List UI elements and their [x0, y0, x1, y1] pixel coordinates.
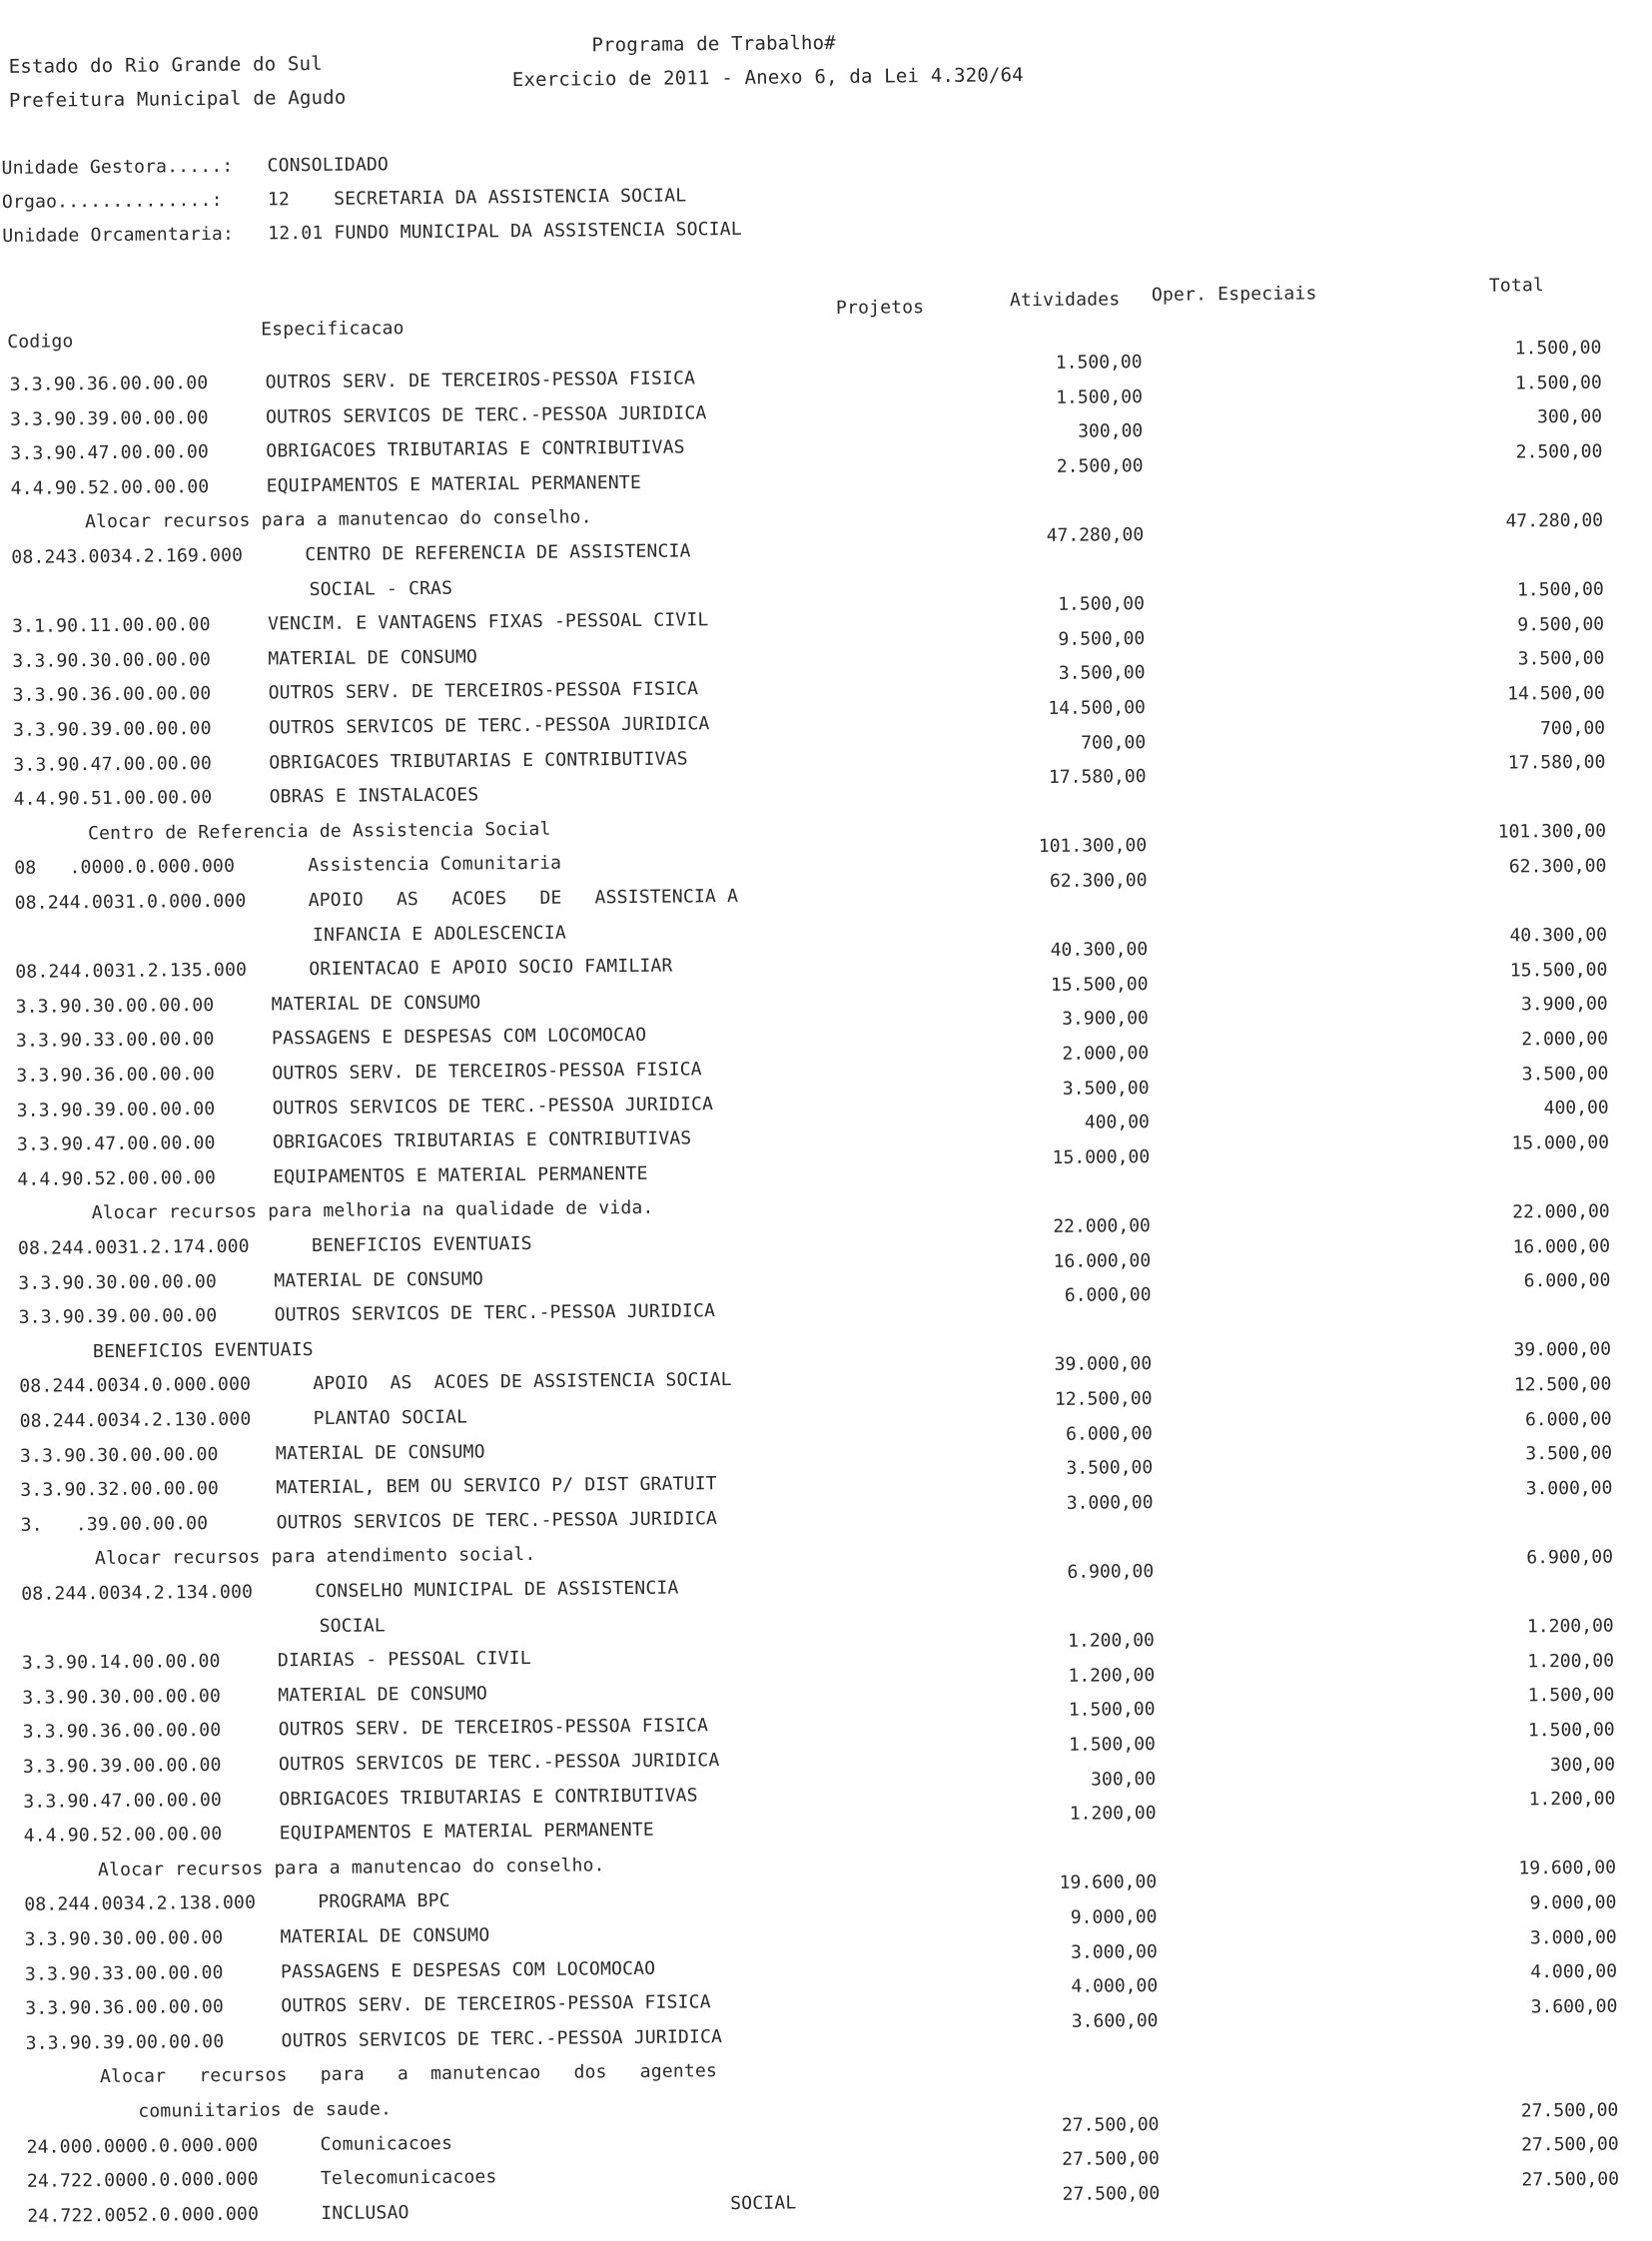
- row-code: 3.3.90.14.00.00.00: [21, 1651, 221, 1675]
- row-atividades-value: 19.600,00: [1059, 1871, 1158, 1894]
- row-atividades-value: 1.200,00: [1068, 1664, 1156, 1687]
- row-total-value: 17.580,00: [1507, 751, 1606, 774]
- row-total-value: 2.000,00: [1521, 1028, 1609, 1051]
- row-total-value: 700,00: [1539, 717, 1606, 739]
- row-code: 3.3.90.39.00.00.00: [16, 1098, 216, 1121]
- row-code: 08.244.0031.2.135.000: [15, 959, 248, 984]
- row-code: 24.722.0052.0.000.000: [27, 2203, 260, 2227]
- row-atividades-value: 1.500,00: [1068, 1699, 1156, 1722]
- row-atividades-value: 4.000,00: [1071, 1975, 1159, 1997]
- row-atividades-value: 3.500,00: [1058, 662, 1146, 685]
- row-note: Centro de Referencia de Assistencia Social: [87, 818, 551, 844]
- row-atividades-value: 3.000,00: [1071, 1940, 1158, 1963]
- row-code: 3.3.90.30.00.00.00: [15, 994, 215, 1018]
- row-total-value: 2.500,00: [1515, 440, 1603, 463]
- row-total-value: 3.900,00: [1520, 993, 1608, 1016]
- row-description: OUTROS SERVICOS DE TERC.-PESSOA JURIDICA: [265, 401, 707, 428]
- unidade-orcamentaria-value: 12.01 FUNDO MUNICIPAL DA ASSISTENCIA SOCIAL: [268, 218, 742, 245]
- row-description: CENTRO DE REFERENCIA DE ASSISTENCIA: [305, 540, 691, 566]
- row-code: 3.3.90.33.00.00.00: [15, 1029, 215, 1053]
- row-description: MATERIAL, BEM OU SERVICO P/ DIST GRATUIT: [276, 1473, 717, 1499]
- row-description: ORIENTACAO E APOIO SOCIO FAMILIAR: [309, 955, 673, 981]
- state-name: Estado do Rio Grande do Sul: [8, 52, 323, 78]
- row-code: 3.3.90.39.00.00.00: [9, 406, 209, 430]
- row-total-value: 1.500,00: [1527, 1684, 1615, 1707]
- row-description: MATERIAL DE CONSUMO: [278, 1683, 488, 1707]
- row-code: 4.4.90.52.00.00.00: [23, 1824, 223, 1848]
- row-atividades-value: 3.900,00: [1062, 1008, 1149, 1031]
- row-total-value: 15.000,00: [1511, 1131, 1610, 1154]
- column-codigo: Codigo: [7, 331, 74, 353]
- row-description: EQUIPAMENTOS E MATERIAL PERMANENTE: [273, 1162, 648, 1188]
- row-atividades-value: 1.500,00: [1058, 593, 1145, 616]
- row-code: 3.3.90.39.00.00.00: [18, 1305, 218, 1329]
- row-atividades-value: 6.000,00: [1064, 1284, 1152, 1307]
- row-atividades-value: 15.000,00: [1052, 1145, 1151, 1168]
- unidade-gestora-value: CONSOLIDADO: [267, 154, 390, 177]
- program-title: Programa de Trabalho#: [591, 31, 836, 57]
- row-atividades-value: 9.000,00: [1070, 1905, 1158, 1928]
- row-description: OUTROS SERV. DE TERCEIROS-PESSOA FISICA: [272, 1059, 702, 1085]
- row-total-value: 9.500,00: [1517, 613, 1605, 636]
- row-code: 3.3.90.32.00.00.00: [20, 1478, 220, 1502]
- row-atividades-value: 15.500,00: [1050, 973, 1149, 996]
- row-code: 3.3.90.39.00.00.00: [22, 1754, 222, 1778]
- row-atividades-value: 101.300,00: [1038, 835, 1148, 858]
- row-code: 08.244.0034.2.134.000: [21, 1581, 254, 1605]
- row-code: 08.243.0034.2.169.000: [11, 544, 244, 568]
- row-atividades-value: 12.500,00: [1054, 1387, 1153, 1410]
- exercise-title: Exercicio de 2011 - Anexo 6, da Lei 4.320/64: [511, 64, 1024, 92]
- row-code: 24.722.0000.0.000.000: [26, 2168, 259, 2193]
- row-description-continuation: SOCIAL - CRAS: [309, 577, 453, 600]
- row-description: VENCIM. E VANTAGENS FIXAS -PESSOAL CIVIL: [267, 609, 709, 635]
- row-description: EQUIPAMENTOS E MATERIAL PERMANENTE: [279, 1819, 654, 1845]
- row-description: PASSAGENS E DESPESAS COM LOCOMOCAO: [280, 1957, 656, 1982]
- column-oper-especiais: Oper. Especiais: [1151, 283, 1317, 306]
- row-description: OBRIGACOES TRIBUTARIAS E CONTRIBUTIVAS: [266, 436, 685, 462]
- row-description: Telecomunicacoes: [320, 2166, 497, 2190]
- row-atividades-value: 400,00: [1084, 1112, 1150, 1133]
- row-description: APOIO AS ACOES DE ASSISTENCIA SOCIAL: [313, 1369, 732, 1395]
- row-code: 3.3.90.36.00.00.00: [12, 683, 212, 707]
- row-code: 08.244.0031.0.000.000: [14, 890, 247, 914]
- row-description: Assistencia Comunitaria: [308, 853, 562, 877]
- row-total-value: 3.500,00: [1517, 648, 1605, 670]
- row-code: 3.3.90.47.00.00.00: [10, 441, 210, 465]
- row-note: Alocar recursos para melhoria na qualidade de vida.: [91, 1197, 654, 1224]
- row-note: Alocar recursos para a manutencao dos agentes: [99, 2060, 718, 2088]
- row-code: 3.3.90.30.00.00.00: [19, 1443, 219, 1467]
- row-code: 3.3.90.33.00.00.00: [24, 1961, 224, 1985]
- row-description: MATERIAL DE CONSUMO: [268, 646, 478, 670]
- row-code: 08.244.0031.2.174.000: [17, 1235, 250, 1259]
- row-description-far: SOCIAL: [730, 2192, 797, 2214]
- row-code: 4.4.90.52.00.00.00: [10, 475, 210, 499]
- row-atividades-value: 40.300,00: [1050, 939, 1149, 962]
- row-description: BENEFICIOS EVENTUAIS: [311, 1232, 532, 1257]
- column-projetos: Projetos: [835, 297, 925, 319]
- row-atividades-value: 700,00: [1081, 731, 1147, 754]
- row-total-value: 27.500,00: [1520, 2099, 1619, 2122]
- row-total-value: 1.500,00: [1514, 372, 1602, 394]
- row-code: 3.3.90.36.00.00.00: [16, 1063, 216, 1087]
- column-atividades: Atividades: [1009, 289, 1121, 312]
- row-total-value: 47.280,00: [1505, 509, 1604, 532]
- row-description: OBRIGACOES TRIBUTARIAS E CONTRIBUTIVAS: [279, 1784, 698, 1810]
- row-description: OUTROS SERV. DE TERCEIROS-PESSOA FISICA: [278, 1715, 709, 1741]
- row-description: OBRIGACOES TRIBUTARIAS E CONTRIBUTIVAS: [272, 1127, 692, 1153]
- row-atividades-value: 22.000,00: [1053, 1215, 1151, 1237]
- row-atividades-value: 3.500,00: [1062, 1077, 1150, 1100]
- row-total-value: 1.500,00: [1516, 578, 1604, 601]
- row-total-value: 400,00: [1543, 1097, 1609, 1120]
- row-description: OUTROS SERV. DE TERCEIROS-PESSOA FISICA: [281, 1991, 711, 2017]
- row-code: 3.3.90.47.00.00.00: [16, 1132, 216, 1156]
- row-description: OBRIGACOES TRIBUTARIAS E CONTRIBUTIVAS: [269, 748, 688, 774]
- row-description: Comunicacoes: [320, 2132, 453, 2155]
- row-atividades-value: 300,00: [1078, 420, 1144, 442]
- row-code: 3.3.90.39.00.00.00: [12, 718, 212, 741]
- row-code: 08.244.0034.2.130.000: [19, 1408, 252, 1432]
- row-total-value: 3.000,00: [1529, 1926, 1617, 1948]
- row-description: MATERIAL DE CONSUMO: [275, 1440, 485, 1465]
- row-code: 4.4.90.52.00.00.00: [17, 1166, 217, 1190]
- row-atividades-value: 3.500,00: [1066, 1457, 1154, 1480]
- row-description: OUTROS SERVICOS DE TERC.-PESSOA JURIDICA: [281, 2025, 723, 2052]
- row-description: CONSELHO MUNICIPAL DE ASSISTENCIA: [315, 1577, 679, 1603]
- row-atividades-value: 47.280,00: [1046, 524, 1145, 546]
- row-description: OUTROS SERV. DE TERCEIROS-PESSOA FISICA: [265, 368, 696, 393]
- row-description: INCLUSAO: [321, 2201, 410, 2224]
- row-code: 3.3.90.30.00.00.00: [22, 1685, 222, 1709]
- row-total-value: 6.900,00: [1526, 1546, 1614, 1569]
- row-description: MATERIAL DE CONSUMO: [271, 992, 481, 1016]
- row-total-value: 101.300,00: [1497, 820, 1607, 844]
- row-description: APOIO AS ACOES DE ASSISTENCIA A: [308, 885, 739, 912]
- row-code: 3.3.90.30.00.00.00: [18, 1270, 218, 1294]
- row-atividades-value: 2.500,00: [1056, 454, 1144, 477]
- row-atividades-value: 6.000,00: [1066, 1422, 1153, 1445]
- row-total-value: 1.200,00: [1527, 1650, 1615, 1673]
- row-atividades-value: 1.500,00: [1069, 1733, 1156, 1756]
- row-code: 3. .39.00.00.00: [20, 1512, 209, 1536]
- orgao-label: Orgao..............:: [1, 189, 223, 213]
- row-total-value: 62.300,00: [1508, 855, 1607, 878]
- row-code: 3.3.90.36.00.00.00: [25, 1996, 225, 2020]
- row-description: PASSAGENS E DESPESAS COM LOCOMOCAO: [271, 1025, 647, 1050]
- row-description: OUTROS SERVICOS DE TERC.-PESSOA JURIDICA: [268, 713, 710, 739]
- row-total-value: 3.000,00: [1525, 1477, 1613, 1500]
- row-code: 3.3.90.30.00.00.00: [12, 648, 212, 672]
- row-code: 08.244.0034.0.000.000: [19, 1374, 252, 1398]
- row-atividades-value: 17.580,00: [1048, 766, 1147, 789]
- row-atividades-value: 300,00: [1091, 1768, 1157, 1791]
- row-atividades-value: 27.500,00: [1062, 2182, 1161, 2205]
- row-code: 08.244.0034.2.138.000: [24, 1892, 257, 1916]
- row-description: OBRAS E INSTALACOES: [269, 784, 479, 808]
- row-atividades-value: 27.500,00: [1062, 2148, 1160, 2171]
- row-code: 3.3.90.47.00.00.00: [13, 752, 213, 776]
- row-description: EQUIPAMENTOS E MATERIAL PERMANENTE: [266, 471, 642, 497]
- unidade-gestora-label: Unidade Gestora.....:: [1, 155, 234, 179]
- row-description: OUTROS SERVICOS DE TERC.-PESSOA JURIDICA: [274, 1300, 716, 1326]
- row-total-value: 3.500,00: [1521, 1063, 1609, 1086]
- row-note: Alocar recursos para a manutencao do conselho.: [84, 506, 592, 533]
- row-total-value: 16.000,00: [1512, 1235, 1611, 1258]
- row-total-value: 19.600,00: [1518, 1857, 1617, 1879]
- row-description: OUTROS SERVICOS DE TERC.-PESSOA JURIDICA: [272, 1093, 714, 1120]
- row-description: MATERIAL DE CONSUMO: [274, 1268, 484, 1292]
- column-total: Total: [1488, 275, 1545, 297]
- row-code: 3.3.90.47.00.00.00: [23, 1789, 223, 1813]
- row-code: 4.4.90.51.00.00.00: [13, 787, 213, 811]
- row-atividades-value: 1.500,00: [1056, 385, 1143, 408]
- row-description: OUTROS SERVICOS DE TERC.-PESSOA JURIDICA: [278, 1750, 720, 1776]
- row-atividades-value: 1.500,00: [1055, 352, 1143, 374]
- row-total-value: 22.000,00: [1512, 1200, 1610, 1223]
- row-total-value: 14.500,00: [1507, 682, 1605, 705]
- row-description: OUTROS SERV. DE TERCEIROS-PESSOA FISICA: [268, 678, 699, 704]
- row-code: 24.000.0000.0.000.000: [26, 2134, 259, 2158]
- row-total-value: 9.000,00: [1529, 1891, 1617, 1914]
- row-total-value: 4.000,00: [1530, 1960, 1618, 1983]
- row-atividades-value: 3.000,00: [1066, 1491, 1154, 1514]
- row-description-continuation: SOCIAL: [319, 1614, 386, 1637]
- row-total-value: 40.300,00: [1509, 924, 1608, 947]
- column-especificacao: Especificacao: [261, 318, 405, 341]
- row-code: 3.3.90.30.00.00.00: [24, 1926, 224, 1950]
- row-total-value: 27.500,00: [1521, 2133, 1619, 2156]
- row-description: PROGRAMA BPC: [318, 1890, 450, 1913]
- row-code: 3.3.90.36.00.00.00: [9, 373, 209, 395]
- row-atividades-value: 39.000,00: [1054, 1353, 1153, 1376]
- row-total-value: 1.200,00: [1526, 1615, 1614, 1638]
- unidade-orcamentaria-label: Unidade Orcamentaria:: [2, 223, 235, 247]
- orgao-value: 12 SECRETARIA DA ASSISTENCIA SOCIAL: [267, 185, 687, 211]
- row-code: 3.3.90.36.00.00.00: [22, 1720, 222, 1744]
- row-total-value: 300,00: [1549, 1754, 1616, 1776]
- row-code: 08 .0000.0.000.000: [14, 856, 236, 880]
- row-total-value: 1.500,00: [1527, 1719, 1615, 1742]
- row-description: DIARIAS - PESSOAL CIVIL: [277, 1648, 531, 1672]
- row-atividades-value: 62.300,00: [1049, 870, 1148, 892]
- row-description: MATERIAL DE CONSUMO: [280, 1924, 490, 1948]
- row-note-continuation: comuniitarios de saude.: [138, 2098, 393, 2122]
- row-description: PLANTAO SOCIAL: [313, 1406, 468, 1430]
- row-total-value: 1.500,00: [1514, 337, 1602, 360]
- prefecture-name: Prefeitura Municipal de Agudo: [8, 86, 347, 112]
- row-note: Alocar recursos para atendimento social.: [94, 1544, 536, 1570]
- row-total-value: 12.500,00: [1513, 1373, 1612, 1396]
- row-atividades-value: 16.000,00: [1053, 1249, 1152, 1272]
- row-atividades-value: 6.900,00: [1067, 1560, 1155, 1583]
- row-total-value: 27.500,00: [1521, 2168, 1620, 2191]
- row-total-value: 1.200,00: [1528, 1788, 1616, 1811]
- row-atividades-value: 1.200,00: [1069, 1803, 1157, 1825]
- row-total-value: 6.000,00: [1523, 1269, 1611, 1292]
- row-note: BENEFICIOS EVENTUAIS: [92, 1338, 314, 1362]
- row-total-value: 300,00: [1536, 405, 1603, 428]
- row-description-continuation: INFANCIA E ADOLESCENCIA: [312, 922, 566, 946]
- row-code: 3.1.90.11.00.00.00: [11, 614, 211, 638]
- row-atividades-value: 9.500,00: [1058, 627, 1146, 650]
- row-atividades-value: 27.500,00: [1061, 2113, 1160, 2136]
- row-total-value: 3.600,00: [1530, 1995, 1618, 2018]
- row-total-value: 3.500,00: [1525, 1442, 1613, 1465]
- row-total-value: 15.500,00: [1509, 959, 1608, 982]
- row-atividades-value: 2.000,00: [1062, 1043, 1150, 1065]
- row-atividades-value: 14.500,00: [1048, 697, 1146, 719]
- row-atividades-value: 1.200,00: [1068, 1630, 1155, 1652]
- row-note: Alocar recursos para a manutencao do conselho.: [97, 1855, 605, 1880]
- row-atividades-value: 3.600,00: [1071, 2009, 1159, 2032]
- row-total-value: 6.000,00: [1524, 1408, 1612, 1431]
- row-description: OUTROS SERVICOS DE TERC.-PESSOA JURIDICA: [276, 1507, 718, 1534]
- row-code: 3.3.90.39.00.00.00: [25, 2030, 225, 2054]
- row-total-value: 39.000,00: [1513, 1338, 1612, 1361]
